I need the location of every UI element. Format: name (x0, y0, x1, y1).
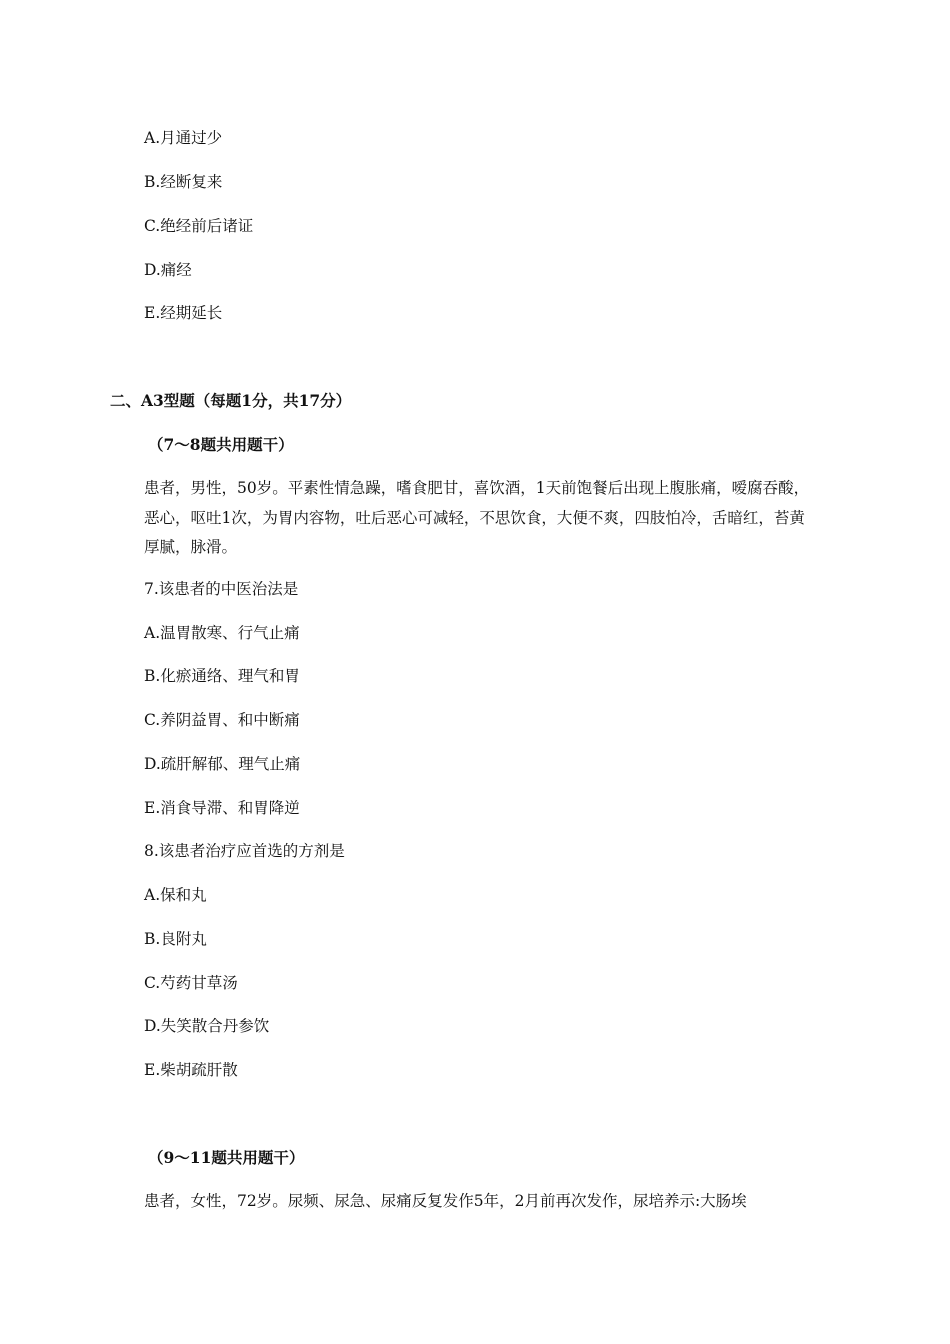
q8-option-d: D.失笑散合丹参饮 (144, 1017, 270, 1035)
group-title-7-8: （7～8题共用题干） (148, 435, 294, 454)
q7-option-c: C.养阴益胃、和中断痛 (144, 711, 300, 729)
case-stem-7-8: 患者，男性，50岁。平素性情急躁，嗜食肥甘，喜饮酒，1天前饱餐后出现上腹胀痛，嗳腐吞酸，恶心，呕吐1次，为胃内容物，吐后恶心可减轻，不思饮食，大便不爽，四肢怕冷，舌暗红，苔黄厚腻，脉滑。 (144, 479, 810, 556)
q7-option-e: E.消食导滞、和胃降逆 (144, 799, 300, 817)
q7-option-b: B.化瘀通络、理气和胃 (144, 667, 300, 685)
q8-option-c: C.芍药甘草汤 (144, 974, 238, 992)
option-d: D.痛经 (144, 261, 192, 279)
question-7: 7.该患者的中医治法是 (144, 580, 299, 598)
q7-option-d: D.疏肝解郁、理气止痛 (144, 755, 301, 773)
q8-option-b: B.良附丸 (144, 930, 207, 948)
case-stem-9-11: 患者，女性，72岁。尿频、尿急、尿痛反复发作5年，2月前再次发作，尿培养示:大肠埃 (144, 1192, 747, 1210)
option-b: B.经断复来 (144, 173, 223, 191)
question-8: 8.该患者治疗应首选的方剂是 (144, 842, 345, 860)
option-a: A.月通过少 (144, 129, 223, 147)
q7-option-a: A.温胃散寒、行气止痛 (144, 624, 300, 642)
group-title-9-11: （9～11题共用题干） (148, 1148, 305, 1167)
q8-option-e: E.柴胡疏肝散 (144, 1061, 238, 1079)
option-c: C.绝经前后诸证 (144, 217, 254, 235)
option-e: E.经期延长 (144, 304, 223, 322)
q8-option-a: A.保和丸 (144, 886, 207, 904)
section-heading: 二、A3型题（每题1分，共17分） (110, 391, 352, 410)
